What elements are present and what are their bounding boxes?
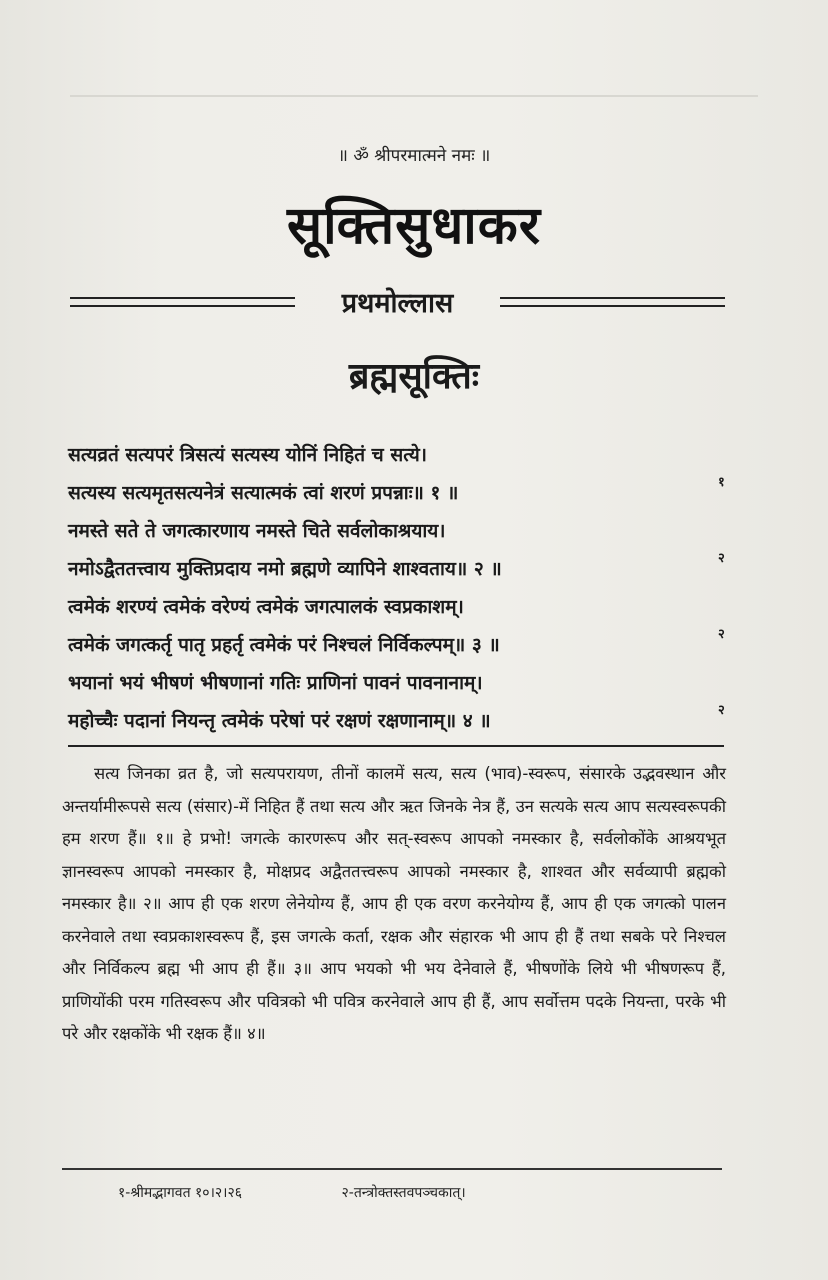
verse-text: महोच्चैः पदानां नियन्तृ त्वमेकं परेषां परं रक्षणं रक्षणानाम्॥ ४ ॥ [68, 710, 491, 732]
verse-text: सत्यस्य सत्यमृतसत्यनेत्रं सत्यात्मकं त्वां शरणं प्रपन्नाः॥ १ ॥ [68, 482, 459, 504]
verse-line [68, 626, 728, 664]
verse-block [68, 436, 728, 740]
verse-text: सत्यव्रतं सत्यपरं त्रिसत्यं सत्यस्य योनिं निहितं च सत्ये। [68, 444, 427, 466]
verse-line [68, 550, 728, 588]
verse-line [68, 702, 728, 740]
footnote-rule [62, 1168, 722, 1170]
footnote-marker: २ [718, 551, 725, 566]
verse-text: त्वमेकं शरण्यं त्वमेकं वरेण्यं त्वमेकं जगत्पालकं स्वप्रकाशम्। [68, 596, 464, 618]
verse-line [68, 436, 728, 474]
verse-line [68, 588, 728, 626]
bleed-through-line [70, 95, 758, 97]
section-label: प्रथमोल्लास [341, 288, 454, 319]
translation [62, 758, 726, 1051]
double-rule-right [500, 297, 725, 307]
verse-text: त्वमेकं जगत्कर्तृ पातृ प्रहर्तृ त्वमेकं परं निश्चलं निर्विकल्पम्॥ ३ ॥ [68, 634, 500, 656]
footnotes [118, 1183, 678, 1202]
verse-line [68, 474, 728, 512]
verse-divider [68, 745, 724, 747]
footnote-marker: २ [718, 703, 725, 718]
verse-line [68, 512, 728, 550]
verse-text: नमोऽद्वैततत्त्वाय मुक्तिप्रदाय नमो ब्रह्मणे व्यापिने शाश्वताय॥ २ ॥ [68, 558, 502, 580]
verse-line [68, 664, 728, 702]
subheading: ब्रह्मसूक्तिः [348, 356, 480, 397]
verse-text: नमस्ते सते ते जगत्कारणाय नमस्ते चिते सर्वलोकाश्रयाय। [68, 520, 446, 542]
footnote-marker: २ [718, 627, 725, 642]
footnote-marker: १ [718, 475, 725, 490]
double-rule-left [70, 297, 295, 307]
translation-paragraph: सत्य जिनका व्रत है, जो सत्यपरायण, तीनों कालमें सत्य, सत्य (भाव)-स्वरूप, संसारके उद्भवस्थान और अन्तर्यामीरूपसे सत्य (संसार)-में निहित हैं तथा सत्य और ऋत जिनके नेत्र हैं, उन सत्यके सत्य आप सत्यस्वरूपकी हम शरण हैं॥ १॥ हे प्रभो! जगत्के कारणरूप और सत्-स्वरूप आपको नमस्कार है, सर्वलोकोंके आश्रयभूत ज्ञानस्वरूप आपको नमस्कार है, मोक्षप्रद अद्वैततत्त्वरूप आपको नमस्कार है, शाश्वत और सर्वव्यापी ब्रह्मको नमस्कार है॥ २॥ आप ही एक शरण लेनेयोग्य हैं, आप ही एक वरण करनेयोग्य हैं, आप ही एक जगत्को पालन करनेवाले तथा स्वप्रकाशस्वरूप हैं, इस जगत्के कर्ता, रक्षक और संहारक भी आप ही हैं तथा सबके परे निश्चल और निर्विकल्प ब्रह्म भी आप ही हैं॥ ३॥ आप भयको भी भय देनेवाले हैं, भीषणोंके लिये भी भीषणरूप हैं, प्राणियोंकी परम गतिस्वरूप और पवित्रको भी पवित्र करनेवाले आप ही हैं, आप सर्वोत्तम पदके नियन्ता, परके भी परे और रक्षकोंके भी रक्षक हैं॥ ४॥ [62, 764, 726, 1043]
invocation: ॥ ॐ श्रीपरमात्मने नमः ॥ [337, 146, 491, 166]
verse-text: भयानां भयं भीषणं भीषणानां गतिः प्राणिनां पावनं पावनानाम्। [68, 672, 483, 694]
footnote-1: १-श्रीमद्भागवत १०।२।२६ [118, 1185, 243, 1201]
footnote-2: २-तन्त्रोक्तस्तवपञ्चकात्। [341, 1185, 466, 1201]
page-title: सूक्तिसुधाकर [287, 195, 541, 256]
section-heading [70, 283, 725, 323]
